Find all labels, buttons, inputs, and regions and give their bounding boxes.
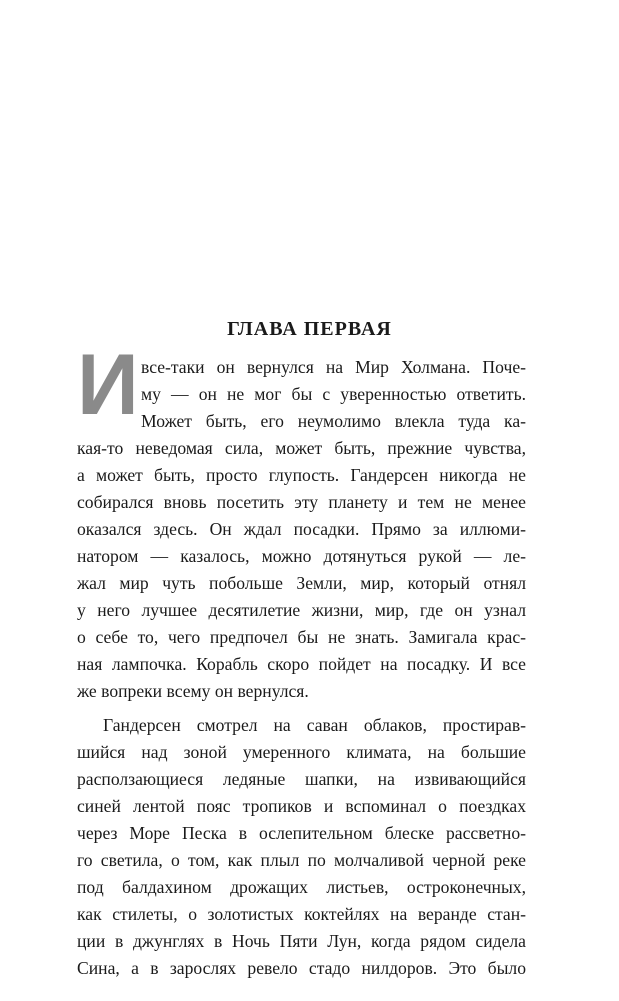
- text-line: расползающиеся ледяные шапки, на извивающийся: [77, 769, 526, 789]
- text-line: а может быть, просто глупость. Гандерсен никогда не: [77, 465, 526, 485]
- text-line: кая-то неведомая сила, может быть, прежние чувства,: [77, 438, 526, 458]
- text-line: под балдахином дрожащих листьев, остроконечных,: [77, 877, 526, 897]
- text-line: у него лучшее десятилетие жизни, мир, где он узнал: [77, 600, 526, 620]
- text-line: о себе то, чего предпочел бы не знать. Замигала крас-: [77, 627, 526, 647]
- text-line: же вопреки всему он вернулся.: [77, 681, 309, 701]
- text-line: синей лентой пояс тропиков и вспоминал о поездках: [77, 796, 526, 816]
- text-line: оказался здесь. Он ждал посадки. Прямо за иллюми-: [77, 519, 526, 539]
- text-line: как стилеты, о золотистых коктейлях на веранде стан-: [77, 904, 526, 924]
- text-line: все-таки он вернулся на Мир Холмана. Поче-: [141, 357, 526, 377]
- text-line: жал мир чуть побольше Земли, мир, который отнял: [77, 573, 526, 593]
- text-line: Гандерсен смотрел на саван облаков, простирав-: [103, 715, 526, 735]
- text-line: через Море Песка в ослепительном блеске рассветно-: [77, 823, 526, 843]
- text-line: шийся над зоной умеренного климата, на большие: [77, 742, 526, 762]
- text-line: Сина, а в зарослях ревело стадо нилдоров. Это было: [77, 958, 526, 978]
- chapter-title: ГЛАВА ПЕРВАЯ: [227, 318, 392, 340]
- text-line: натором — казалось, можно дотянуться рукой — ле-: [77, 546, 526, 566]
- text-line: собирался вновь посетить эту планету и тем не менее: [77, 492, 526, 512]
- text-line: му — он не мог бы с уверенностью ответить.: [141, 384, 526, 404]
- text-line: ции в джунглях в Ночь Пяти Лун, когда рядом сидела: [77, 931, 526, 951]
- text-line: го светила, о том, как плыл по молчаливой черной реке: [77, 850, 526, 870]
- text-line: Может быть, его неумолимо влекла туда ка-: [141, 411, 526, 431]
- drop-cap: И: [77, 337, 137, 433]
- text-line: ная лампочка. Корабль скоро пойдет на посадку. И все: [77, 654, 526, 674]
